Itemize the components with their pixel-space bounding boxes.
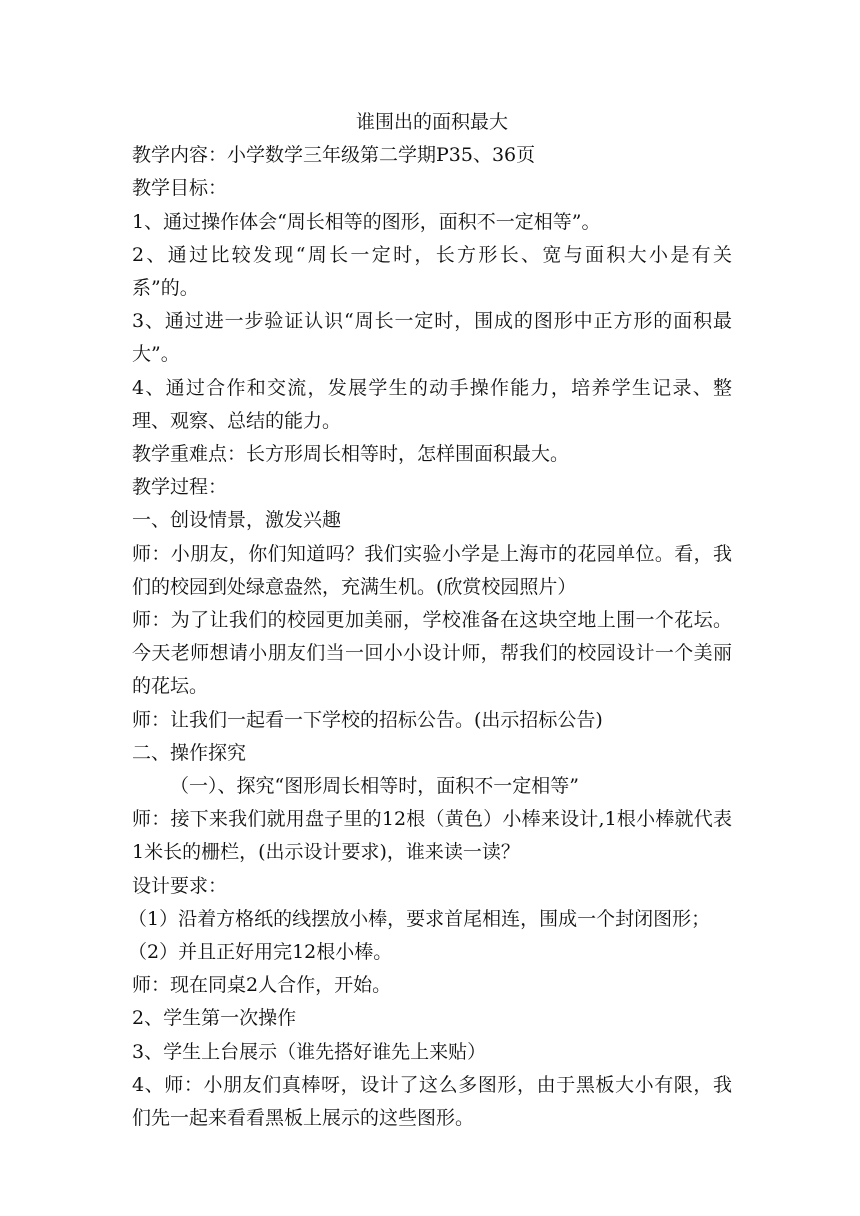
goal-item-1: 1、通过操作体会“周长相等的图形，面积不一定相等”。 [132,210,601,233]
teaching-goals-heading: 教学目标： [132,177,228,200]
section-heading-1: 一、创设情景，激发兴趣 [132,509,342,532]
teacher-paragraph-4: 师：接下来我们就用盘子里的12根（黄色）小棒来设计,1根小棒就代表1米长的栅栏，(出示设计要求)，谁来读一读？ [132,808,732,864]
section-heading-2: 二、操作探究 [132,741,247,764]
step-item-3: 3、学生上台展示（谁先搭好谁先上来贴） [132,1040,487,1063]
requirement-item-2: （2）并且正好用完12根小棒。 [128,941,393,964]
requirement-item-1: （1）沿着方格纸的线摆放小棒，要求首尾相连，围成一个封闭图形； [128,907,711,930]
teacher-paragraph-2: 师：为了让我们的校园更加美丽，学校准备在这块空地上围一个花坛。今天老师想请小朋友们当一回小小设计师，帮我们的校园设计一个美丽的花坛。 [132,609,732,698]
document-body [128,106,732,1135]
design-requirements-heading: 设计要求： [132,874,228,897]
goal-item-4: 4、通过合作和交流，发展学生的动手操作能力，培养学生记录、整理、观察、总结的能力。 [132,376,732,432]
step-item-2: 2、学生第一次操作 [132,1007,297,1030]
teacher-paragraph-5: 师：现在同桌2人合作，开始。 [132,974,392,997]
goal-item-2: 2、通过比较发现“周长一定时，长方形长、宽与面积大小是有关系”的。 [132,243,732,300]
teaching-content: 教学内容：小学数学三年级第二学期P35、36页 [132,144,536,167]
teaching-process-heading: 教学过程： [132,476,228,499]
document-title: 谁围出的面积最大 [355,111,508,133]
step-item-4: 4、师：小朋友们真棒呀，设计了这么多图形，由于黑板大小有限，我们先一起来看看黑板上展示的这些图形。 [132,1073,732,1130]
goal-item-3: 3、通过进一步验证认识“周长一定时，围成的图形中正方形的面积最大”。 [132,310,732,366]
subsection-heading-1: （一）、探究“图形周长相等时，面积不一定相等” [170,775,579,798]
key-difficulty: 教学重难点：长方形周长相等时，怎样围面积最大。 [132,443,570,466]
teacher-paragraph-1: 师：小朋友，你们知道吗？我们实验小学是上海市的花园单位。看，我们的校园到处绿意盎然，充满生机。(欣赏校园照片） [132,542,732,598]
teacher-paragraph-3: 师：让我们一起看一下学校的招标公告。(出示招标公告) [132,708,603,731]
